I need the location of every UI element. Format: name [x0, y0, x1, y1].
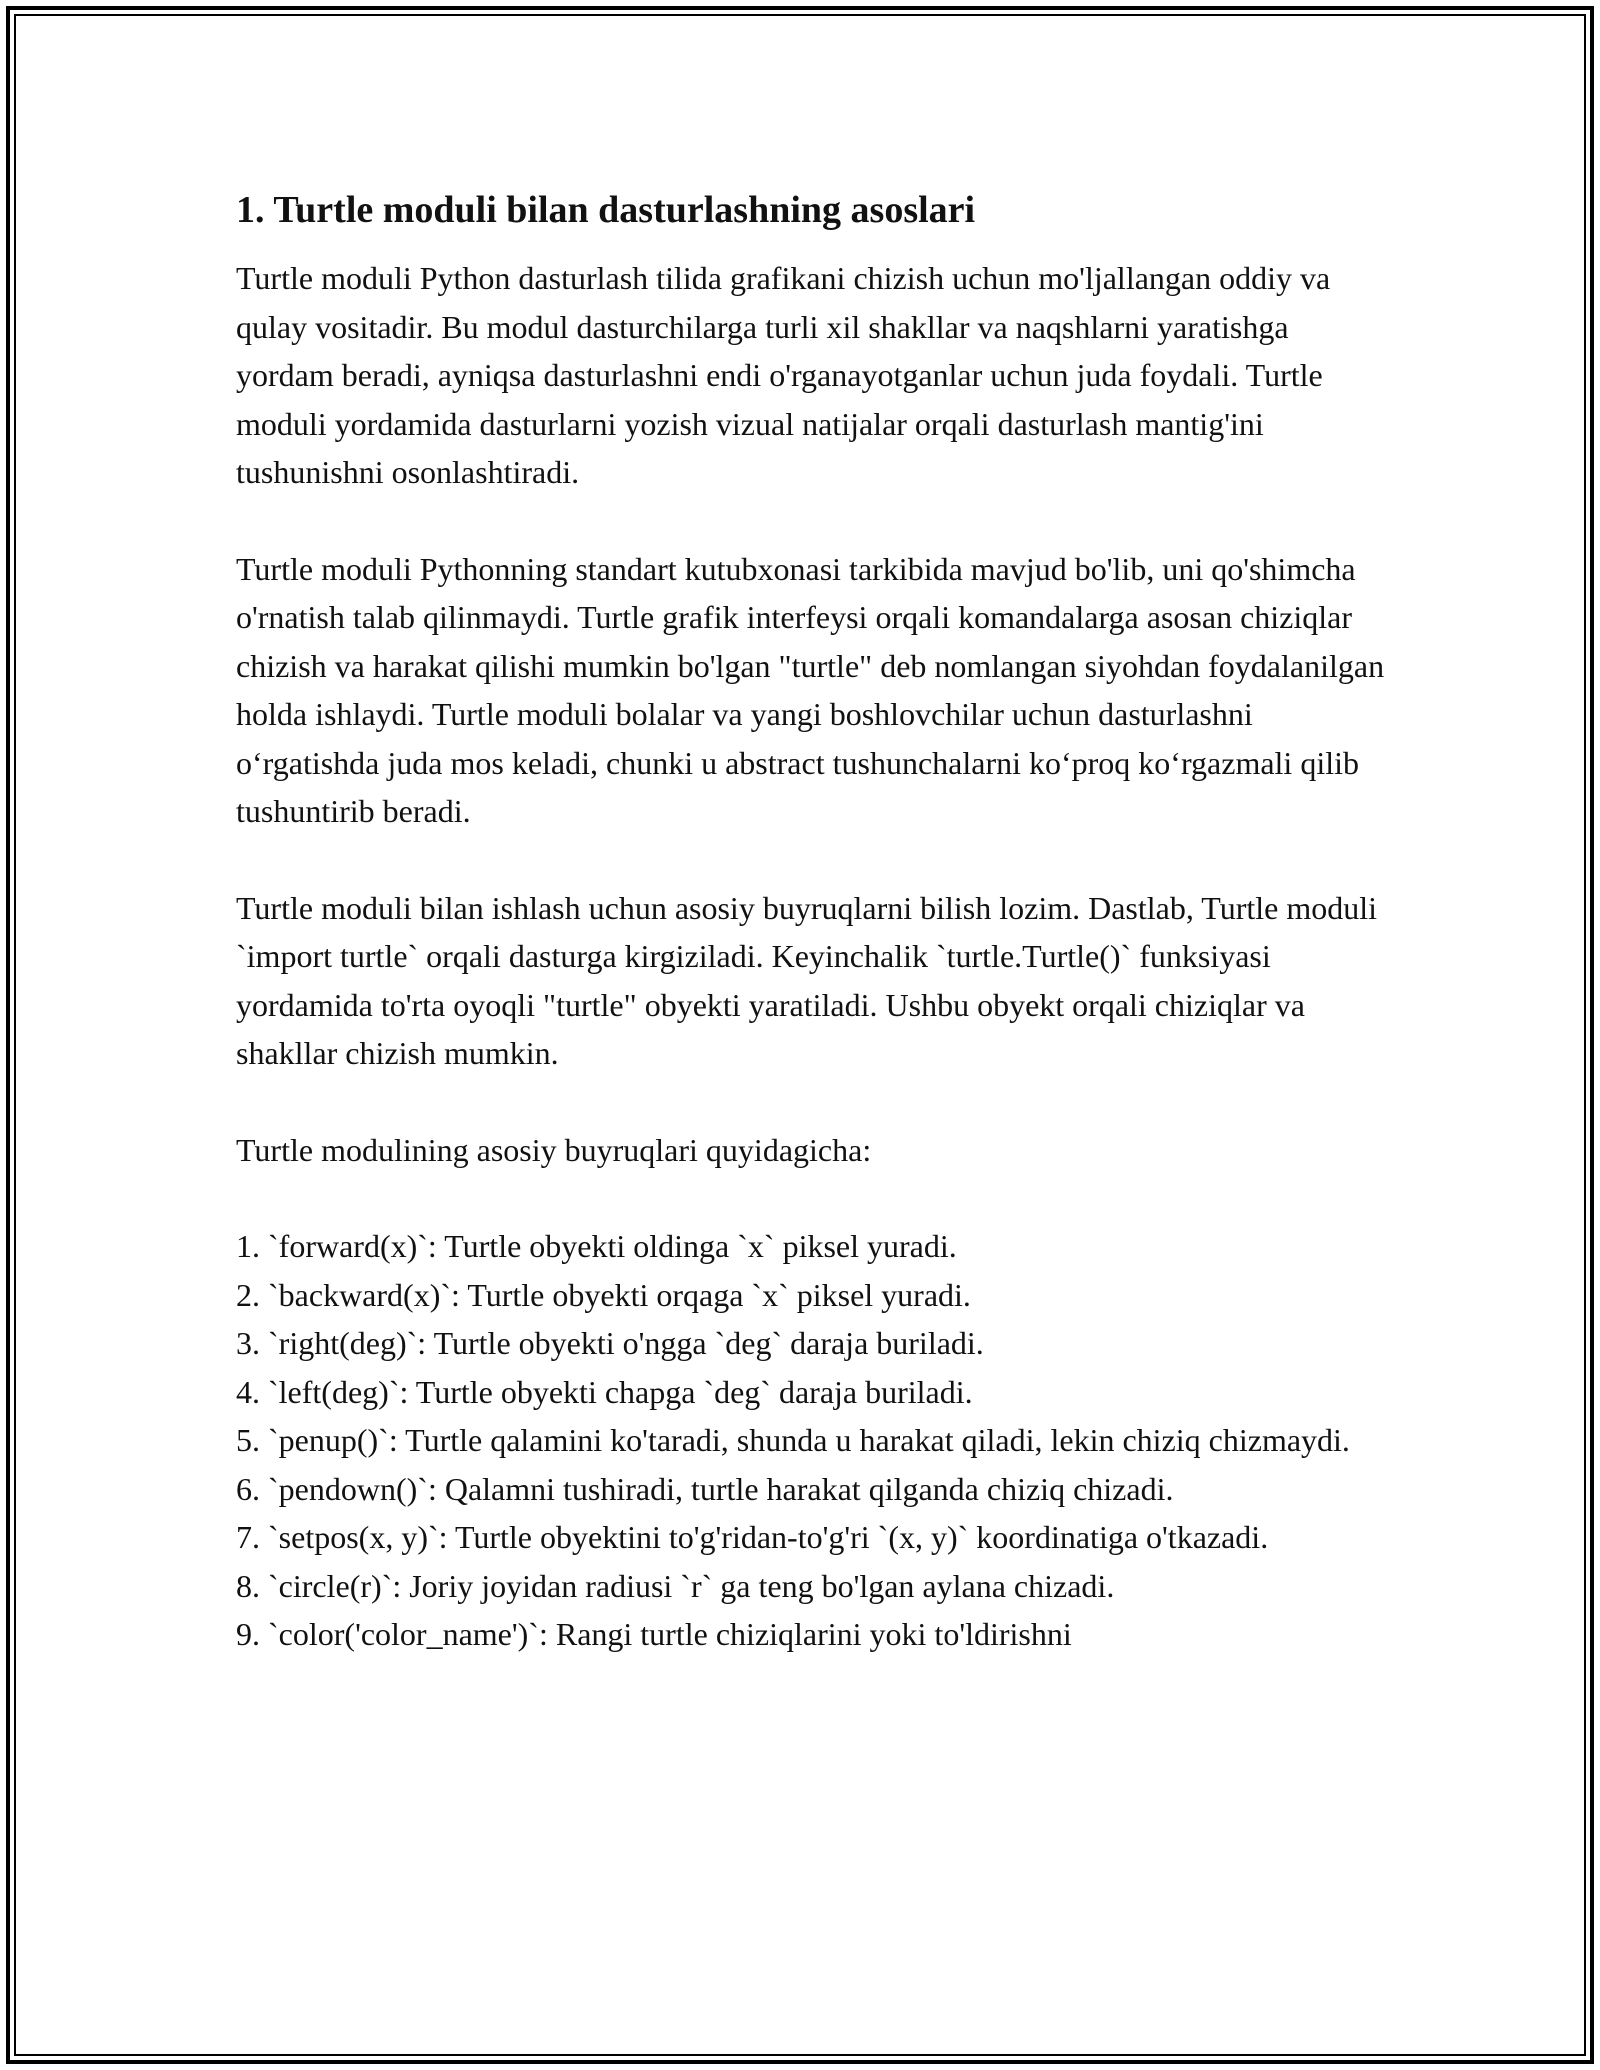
list-item: 2. `backward(x)`: Turtle obyekti orqaga `x` piksel yuradi. — [236, 1276, 971, 1313]
list-item: 1. `forward(x)`: Turtle obyekti oldinga `x` piksel yuradi. — [236, 1228, 957, 1264]
paragraph-standard-library: Turtle moduli Pythonning standart kutubxonasi tarkibida mavjud bo'lib, uni qo'shimcha o'rnatish talab qilinmaydi. Turtle grafik interfeysi orqali komandalarga asosan chiziqlar chizish va harakat qilishi mumkin bo'lgan "turtle" deb nomlangan siyohdan foydalanilgan holda ishlaydi. Turtle moduli bolalar va yangi boshlovchilar uchun dasturlashni o‘rgatishda juda mos keladi, chunki u abstract tushunchalarni ko‘proq ko‘rgazmali qilib tushuntirib beradi. — [236, 550, 1385, 829]
command-list — [236, 1222, 1386, 1659]
document-body — [236, 186, 1386, 1659]
list-item: 9. `color('color_name')`: Rangi turtle chiziqlarini yoki to'ldirishni — [236, 1616, 1072, 1652]
section-heading: 1. Turtle moduli bilan dasturlashning asoslari — [236, 189, 976, 231]
paragraph-basic-commands: Turtle moduli bilan ishlash uchun asosiy buyruqlarni bilish lozim. Dastlab, Turtle moduli `import turtle` orqali dasturga kirgiziladi. Keyinchalik `turtle.Turtle()` funksiyasi yordamida to'rta oyoqli "turtle" obyekti yaratiladi. Ushbu obyekt orqali chiziqlar va shakllar chizish mumkin. — [236, 889, 1378, 1071]
paragraph-list-intro: Turtle modulining asosiy buyruqlari quyidagicha: — [236, 1131, 872, 1168]
list-item: 8. `circle(r)`: Joriy joyidan radiusi `r` ga teng bo'lgan aylana chizadi. — [236, 1567, 1115, 1604]
list-item: 6. `pendown()`: Qalamni tushiradi, turtle harakat qilganda chiziq chizadi. — [236, 1470, 1174, 1507]
list-item: 3. `right(deg)`: Turtle obyekti o'ngga `deg` daraja buriladi. — [236, 1325, 984, 1361]
list-item: 7. `setpos(x, y)`: Turtle obyektini to'g'ridan-to'g'ri `(x, y)` koordinatiga o'tkazadi. — [236, 1519, 1269, 1555]
paragraph-intro: Turtle moduli Python dasturlash tilida grafikani chizish uchun mo'ljallangan oddiy va qulay vositadir. Bu modul dasturchilarga turli xil shakllar va naqshlarni yaratishga yordam beradi, ayniqsa dasturlashni endi o'rganayotganlar uchun juda foydali. Turtle moduli yordamida dasturlarni yozish vizual natijalar orqali dasturlash mantig'ini tushunishni osonlashtiradi. — [236, 260, 1331, 490]
list-item: 5. `penup()`: Turtle qalamini ko'taradi, shunda u harakat qiladi, lekin chiziq chizmaydi. — [236, 1422, 1350, 1458]
list-item: 4. `left(deg)`: Turtle obyekti chapga `deg` daraja buriladi. — [236, 1373, 973, 1410]
